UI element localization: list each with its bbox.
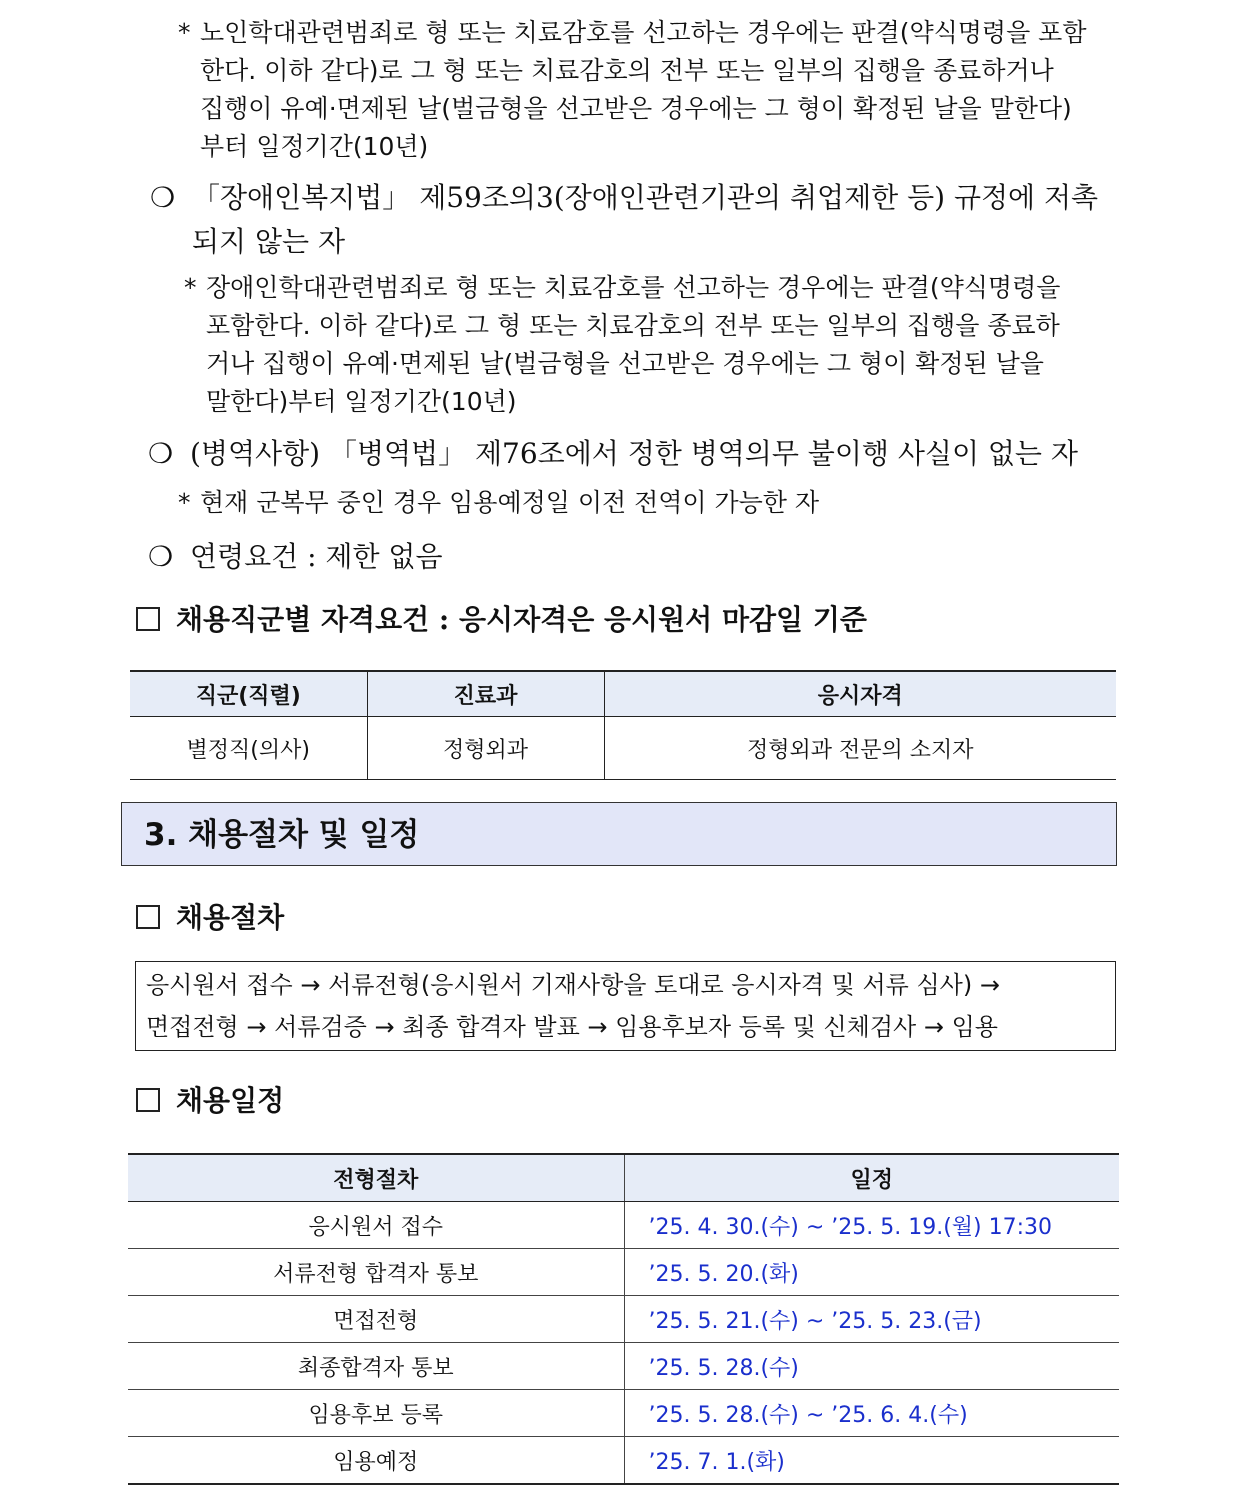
note-line: 현재 군복무 중인 경우 임용예정일 이전 전역이 가능한 자 bbox=[200, 488, 820, 517]
step-cell: 면접전형 bbox=[128, 1296, 624, 1343]
note-line: 집행이 유예·면제된 날(벌금형을 선고받은 경우에는 그 형이 확정된 날을 말한다) bbox=[200, 94, 1072, 123]
disability-abuse-note bbox=[184, 269, 1120, 421]
date-cell: ’25. 4. 30.(수) ~ ’25. 5. 19.(월) 17:30 bbox=[624, 1202, 1119, 1249]
date-cell: ’25. 7. 1.(화) bbox=[624, 1437, 1119, 1485]
note-line: 부터 일정기간(10년) bbox=[200, 132, 429, 161]
note-line: 장애인학대관련범죄로 형 또는 치료감호를 선고하는 경우에는 판결(약식명령을 bbox=[206, 273, 1061, 302]
military-note bbox=[178, 484, 1100, 522]
column-header: 직군(직렬) bbox=[130, 671, 367, 717]
disability-law-item bbox=[150, 176, 1120, 264]
note-line: 말한다)부터 일정기간(10년) bbox=[206, 387, 517, 416]
asterisk: * bbox=[178, 488, 191, 517]
table-header-row bbox=[128, 1154, 1119, 1202]
circle-bullet-icon: ❍ bbox=[150, 181, 176, 214]
schedule-table bbox=[128, 1153, 1119, 1485]
table-row bbox=[128, 1437, 1119, 1485]
table-row bbox=[128, 1390, 1119, 1437]
age-item bbox=[148, 535, 1090, 579]
table-row bbox=[128, 1202, 1119, 1249]
item-line: 연령요건 : 제한 없음 bbox=[190, 540, 443, 573]
table-cell: 정형외과 전문의 소지자 bbox=[604, 717, 1116, 780]
note-line: 노인학대관련범죄로 형 또는 치료감호를 선고하는 경우에는 판결(약식명령을 포함 bbox=[200, 18, 1087, 47]
procedure-box bbox=[135, 961, 1116, 1051]
heading-text: 채용직군별 자격요건 : 응시자격은 응시원서 마감일 기준 bbox=[176, 603, 867, 636]
section-title: 3. 채용절차 및 일정 bbox=[121, 802, 1117, 866]
asterisk: * bbox=[184, 273, 197, 302]
circle-bullet-icon: ❍ bbox=[148, 540, 174, 573]
asterisk: * bbox=[178, 18, 191, 47]
procedure-line: 응시원서 접수 → 서류전형(응시원서 기재사항을 토대로 응시자격 및 서류 심사) → bbox=[146, 971, 1000, 999]
square-bullet-icon bbox=[136, 607, 160, 631]
column-header: 응시자격 bbox=[604, 671, 1116, 717]
step-cell: 최종합격자 통보 bbox=[128, 1343, 624, 1390]
date-cell: ’25. 5. 20.(화) bbox=[624, 1249, 1119, 1296]
qualification-table bbox=[130, 670, 1116, 780]
table-row bbox=[130, 717, 1116, 780]
table-header-row bbox=[130, 671, 1116, 717]
item-line: 「장애인복지법」 제59조의3(장애인관련기관의 취업제한 등) 규정에 저촉 bbox=[192, 181, 1099, 214]
note-line: 포함한다. 이하 같다)로 그 형 또는 치료감호의 전부 또는 일부의 집행을 종료하 bbox=[206, 311, 1060, 340]
column-header: 진료과 bbox=[367, 671, 604, 717]
step-cell: 서류전형 합격자 통보 bbox=[128, 1249, 624, 1296]
date-cell: ’25. 5. 21.(수) ~ ’25. 5. 23.(금) bbox=[624, 1296, 1119, 1343]
square-bullet-icon bbox=[136, 1088, 160, 1112]
step-cell: 임용후보 등록 bbox=[128, 1390, 624, 1437]
step-cell: 응시원서 접수 bbox=[128, 1202, 624, 1249]
table-row bbox=[128, 1296, 1119, 1343]
table-cell: 정형외과 bbox=[367, 717, 604, 780]
column-header: 전형절차 bbox=[128, 1154, 624, 1202]
heading-text: 채용절차 bbox=[176, 901, 285, 934]
date-cell: ’25. 5. 28.(수) ~ ’25. 6. 4.(수) bbox=[624, 1390, 1119, 1437]
military-item bbox=[148, 432, 1120, 476]
item-line: 되지 않는 자 bbox=[192, 225, 346, 258]
date-cell: ’25. 5. 28.(수) bbox=[624, 1343, 1119, 1390]
square-bullet-icon bbox=[136, 905, 160, 929]
elder-abuse-note bbox=[178, 14, 1120, 166]
column-header: 일정 bbox=[624, 1154, 1119, 1202]
table-row bbox=[128, 1343, 1119, 1390]
procedure-line: 면접전형 → 서류검증 → 최종 합격자 발표 → 임용후보자 등록 및 신체검사 → 임용 bbox=[146, 1013, 998, 1041]
table-row bbox=[128, 1249, 1119, 1296]
note-line: 거나 집행이 유예·면제된 날(벌금형을 선고받은 경우에는 그 형이 확정된 날을 bbox=[206, 349, 1044, 378]
table-cell: 별정직(의사) bbox=[130, 717, 367, 780]
heading-text: 채용일정 bbox=[176, 1084, 285, 1117]
schedule-heading bbox=[136, 1081, 284, 1121]
procedure-heading bbox=[136, 898, 284, 938]
qualification-heading bbox=[136, 600, 867, 640]
step-cell: 임용예정 bbox=[128, 1437, 624, 1485]
item-line: (병역사항) 「병역법」 제76조에서 정한 병역의무 불이행 사실이 없는 자 bbox=[190, 437, 1078, 470]
circle-bullet-icon: ❍ bbox=[148, 437, 174, 470]
note-line: 한다. 이하 같다)로 그 형 또는 치료감호의 전부 또는 일부의 집행을 종료하거나 bbox=[200, 56, 1054, 85]
